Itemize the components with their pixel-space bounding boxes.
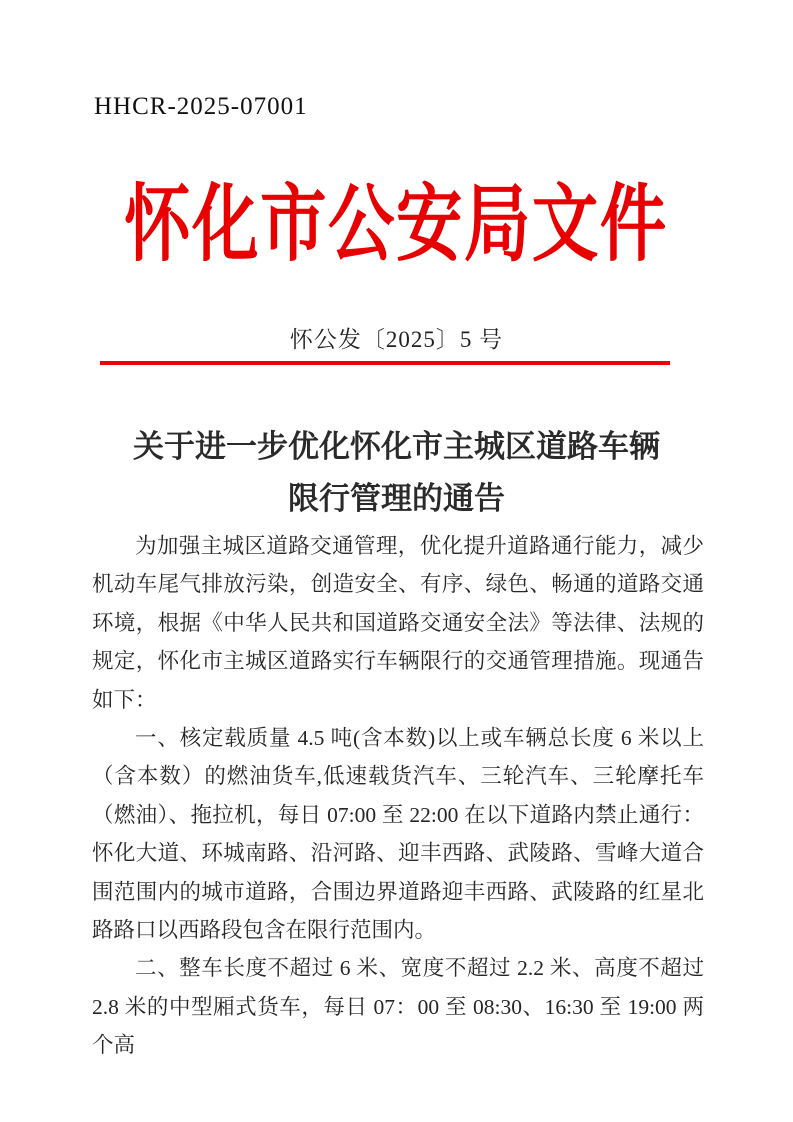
body-paragraph: 为加强主城区道路交通管理，优化提升道路通行能力，减少机动车尾气排放污染，创造安全、有序、绿色、畅通的道路交通环境，根据《中华人民共和国道路交通安全法》等法律、法规的规定，怀化市主城区道路实行车辆限行的交通管理措施。现通告如下：	[92, 534, 704, 712]
notice-title-line1: 关于进一步优化怀化市主城区道路车辆	[133, 429, 660, 464]
notice-title-line2: 限行管理的通告	[288, 481, 505, 516]
notice-body	[92, 527, 704, 1065]
body-paragraph: 二、整车长度不超过 6 米、宽度不超过 2.2 米、高度不超过 2.8 米的中型厢式货车，每日 07：00 至 08:30、16:30 至 19:00 两个高	[92, 956, 704, 1058]
masthead-container	[0, 176, 793, 299]
agency-masthead-title: 怀化市公安局文件	[124, 179, 669, 272]
red-divider-rule	[100, 361, 670, 365]
document-reference-code: HHCR-2025-07001	[94, 93, 308, 120]
body-paragraph: 一、核定载质量 4.5 吨(含本数)以上或车辆总长度 6 米以上（含本数）的燃油货车,低速载货汽车、三轮汽车、三轮摩托车（燃油）、拖拉机，每日 07:00 至 22:00 在以下道路内禁止通行：怀化大道、环城南路、沿河路、迎丰西路、武陵路、雪峰大道合围范围内的城市道路，合围边界道路迎丰西路、武陵路的红星北路路口以西路段包含在限行范围内。	[92, 726, 704, 943]
notice-title	[0, 421, 793, 525]
issue-number: 怀公发〔2025〕5 号	[289, 327, 504, 352]
